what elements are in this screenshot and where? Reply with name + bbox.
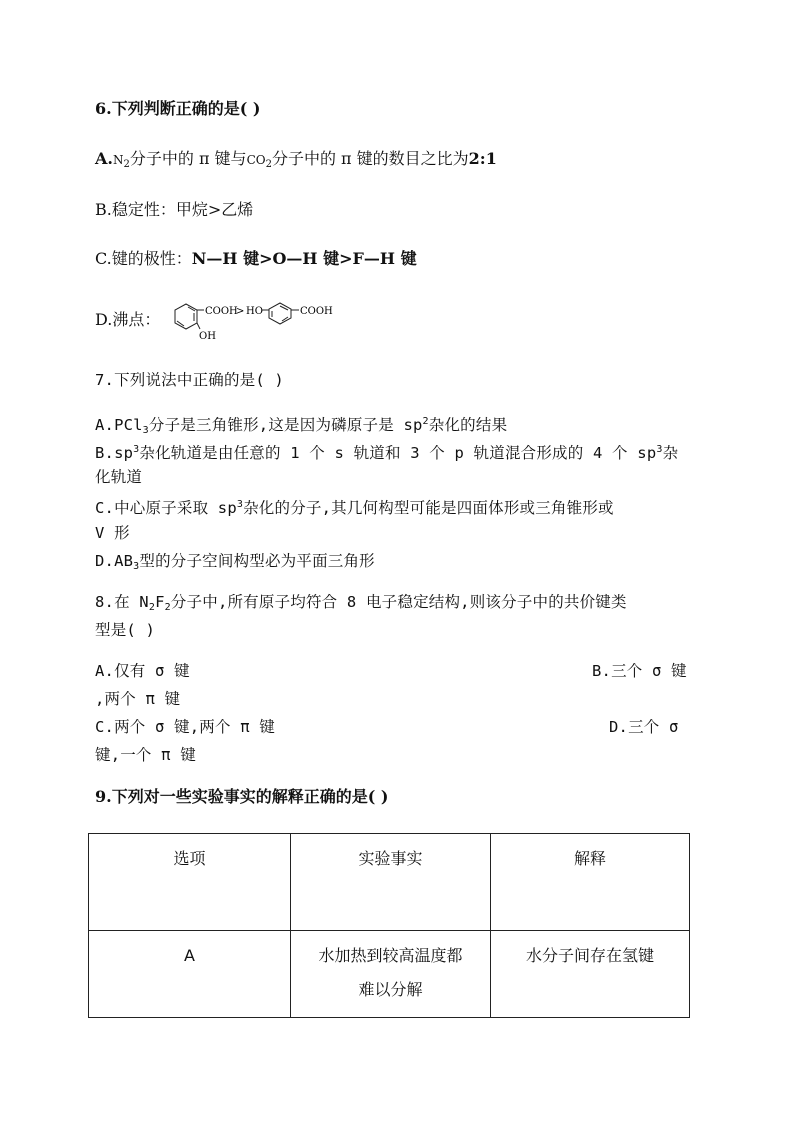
q7-option-c[interactable]: C.中心原子采取 $sp^3$杂化的分子,其几何构型可能是四面体形或三角锥形或 — [95, 499, 614, 517]
table-row[interactable] — [89, 931, 690, 1018]
q8-option-c[interactable]: C.两个 σ 键,两个 π 键 — [95, 718, 275, 736]
q7-option-a[interactable]: A.PCl$_3$分子是三角锥形,这是因为磷原子是 $sp^2$杂化的结果 — [95, 416, 508, 436]
header-fact: 实验事实 — [291, 834, 491, 931]
left-cooh-label: COOH — [205, 306, 238, 317]
left-oh-label: OH — [199, 331, 216, 342]
right-ho-label: HO — [246, 306, 263, 317]
benzene-ring-left — [175, 304, 204, 329]
row-a-explanation: 水分子间存在氢键 — [491, 931, 690, 1018]
q6-option-b[interactable]: B.稳定性：甲烷>乙烯 — [95, 200, 254, 219]
greater-than-sign: > — [236, 306, 245, 317]
q7-option-b-cont: 化轨道 — [95, 468, 143, 486]
q6-stem: 6.下列判断正确的是( ) — [95, 99, 261, 118]
q9-table — [88, 833, 690, 1018]
q6-a-label: A. — [95, 149, 113, 168]
row-a-option: A — [89, 931, 291, 1018]
q6-d-molecules — [136, 296, 336, 344]
q7-option-d[interactable]: $D.AB_3$型的分子空间构型必为平面三角形 — [95, 552, 375, 572]
q8-option-b-cont: ,两个 π 键 — [95, 690, 181, 708]
q6-option-a[interactable]: $A.N_2$分子中的 π 键与$CO_2$分子中的 π 键的数目之比为2:1 — [95, 149, 497, 170]
q8-stem: 8.在 $N_2F_2$分子中,所有原子均符合 8 电子稳定结构,则该分子中的共价键类 — [95, 593, 627, 613]
q7-stem: 7.下列说法中正确的是( ) — [95, 371, 284, 389]
row-a-fact: 水加热到较高温度都 难以分解 — [291, 931, 491, 1018]
table-header-row — [89, 834, 690, 931]
right-cooh-label: COOH — [300, 306, 333, 317]
benzene-ring-right — [262, 303, 299, 324]
q7-option-b[interactable]: $B.sp^3$杂化轨道是由任意的 1 个 s 轨道和 3 个 p 轨道混合形成的 4 个 $sp^3$杂 — [95, 444, 679, 462]
q8-option-d-cont: 键,一个 π 键 — [95, 746, 196, 764]
q8-option-d[interactable]: D.三个 σ — [609, 718, 679, 736]
q6-option-c[interactable]: C.键的极性：N—H 键>O—H 键>F—H 键 — [95, 249, 417, 268]
q8-option-b[interactable]: B.三个 σ 键 — [592, 662, 687, 680]
q8-stem-cont: 型是( ) — [95, 621, 155, 639]
q7-option-c-cont: V 形 — [95, 524, 130, 542]
q9-stem: 9.下列对一些实验事实的解释正确的是( ) — [95, 787, 389, 806]
q6-option-d[interactable]: D.沸点： — [95, 310, 161, 329]
q8-option-a[interactable]: A.仅有 σ 键 — [95, 662, 190, 680]
header-option: 选项 — [89, 834, 291, 931]
header-explanation: 解释 — [491, 834, 690, 931]
